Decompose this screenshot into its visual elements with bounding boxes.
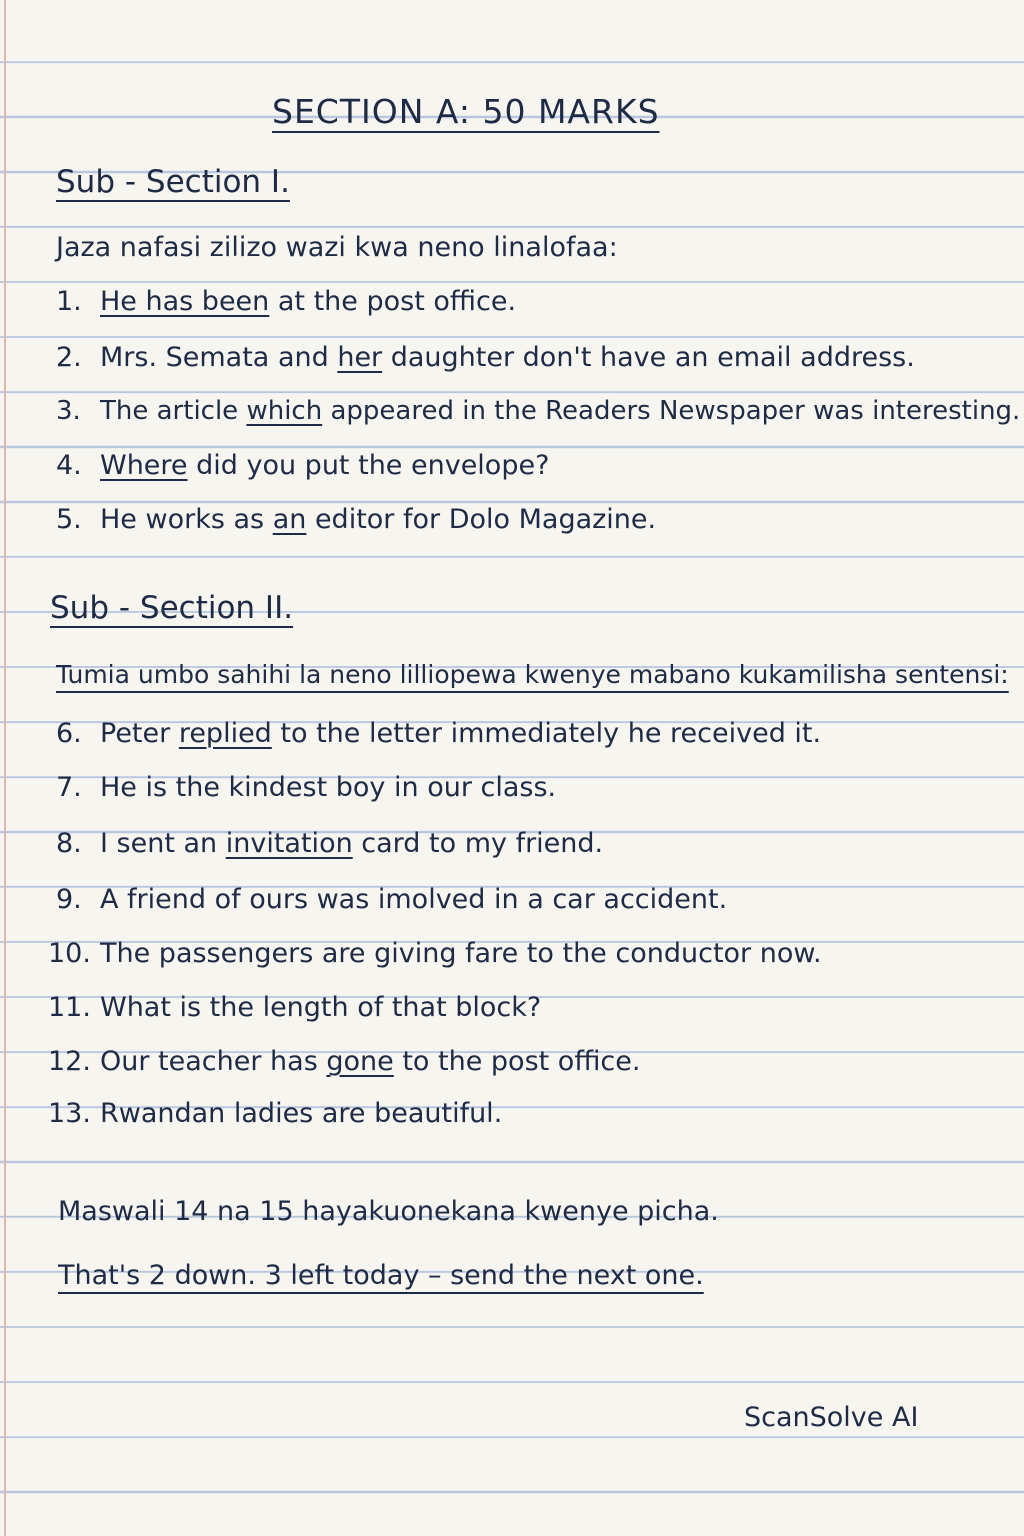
question-text: What is the length of that block? [100, 992, 542, 1023]
question-7 [56, 772, 556, 803]
question-text: Mrs. Semata and [100, 342, 338, 373]
question-number: 9. [56, 884, 82, 915]
question-text: He works as [100, 504, 273, 535]
question-10 [48, 938, 822, 969]
missing-questions-note: Maswali 14 na 15 hayakuonekana kwenye picha. [58, 1196, 719, 1227]
question-11 [48, 992, 541, 1023]
question-number: 2. [56, 342, 82, 373]
answer: her [337, 342, 383, 373]
question-text: card to my friend. [352, 828, 604, 859]
progress-message: That's 2 down. 3 left today – send the next one. [58, 1260, 704, 1291]
question-text: Rwandan ladies are beautiful. [100, 1098, 503, 1129]
brand-signature: ScanSolve AI [744, 1402, 919, 1433]
question-text: to the post office. [393, 1046, 641, 1077]
question-text: did you put the envelope? [187, 450, 550, 481]
question-1 [56, 286, 516, 317]
question-2 [56, 342, 915, 373]
question-number: 4. [56, 450, 82, 481]
question-9 [56, 884, 727, 915]
subsection-2-heading: Sub - Section II. [50, 590, 294, 626]
question-text: Peter [100, 718, 179, 749]
section-title: SECTION A: 50 MARKS [272, 92, 660, 131]
question-number: 7. [56, 772, 82, 803]
question-text: appeared in the Readers Newspaper was interesting. [322, 396, 1021, 426]
question-number: 1. [56, 286, 82, 317]
question-text: The article [100, 396, 247, 426]
question-6 [56, 718, 821, 749]
question-number: 10. [48, 938, 91, 969]
answer: Where [100, 450, 188, 481]
question-number: 13. [48, 1098, 91, 1129]
question-text: Our teacher has [100, 1046, 327, 1077]
question-number: 5. [56, 504, 82, 535]
answer: invitation [225, 828, 353, 859]
question-text: daughter don't have an email address. [382, 342, 915, 373]
question-5 [56, 504, 656, 535]
answer: replied [178, 718, 272, 749]
question-13 [48, 1098, 502, 1129]
answer: He has been [100, 286, 270, 317]
question-4 [56, 450, 549, 481]
subsection-2-instruction: Tumia umbo sahihi la neno lilliopewa kwenye mabano kukamilisha sentensi: [56, 660, 1009, 689]
question-3 [56, 396, 1020, 426]
question-number: 6. [56, 718, 82, 749]
question-8 [56, 828, 603, 859]
answer: an [272, 504, 307, 535]
question-number: 8. [56, 828, 82, 859]
subsection-1-instruction: Jaza nafasi zilizo wazi kwa neno linalofaa: [56, 232, 618, 263]
question-12 [48, 1046, 640, 1077]
question-text: editor for Dolo Magazine. [306, 504, 657, 535]
margin-line [4, 0, 6, 1536]
question-text: The passengers are giving fare to the conductor now. [100, 938, 822, 969]
question-number: 11. [48, 992, 91, 1023]
question-text: at the post office. [269, 286, 517, 317]
question-text: He is the kindest boy in our class. [100, 772, 557, 803]
question-number: 3. [56, 396, 81, 426]
subsection-1-heading: Sub - Section I. [56, 164, 290, 200]
question-number: 12. [48, 1046, 91, 1077]
question-text: to the letter immediately he received it. [271, 718, 822, 749]
answer: gone [326, 1046, 394, 1077]
question-text: A friend of ours was imolved in a car accident. [100, 884, 728, 915]
question-text: I sent an [100, 828, 226, 859]
answer: which [246, 396, 323, 426]
